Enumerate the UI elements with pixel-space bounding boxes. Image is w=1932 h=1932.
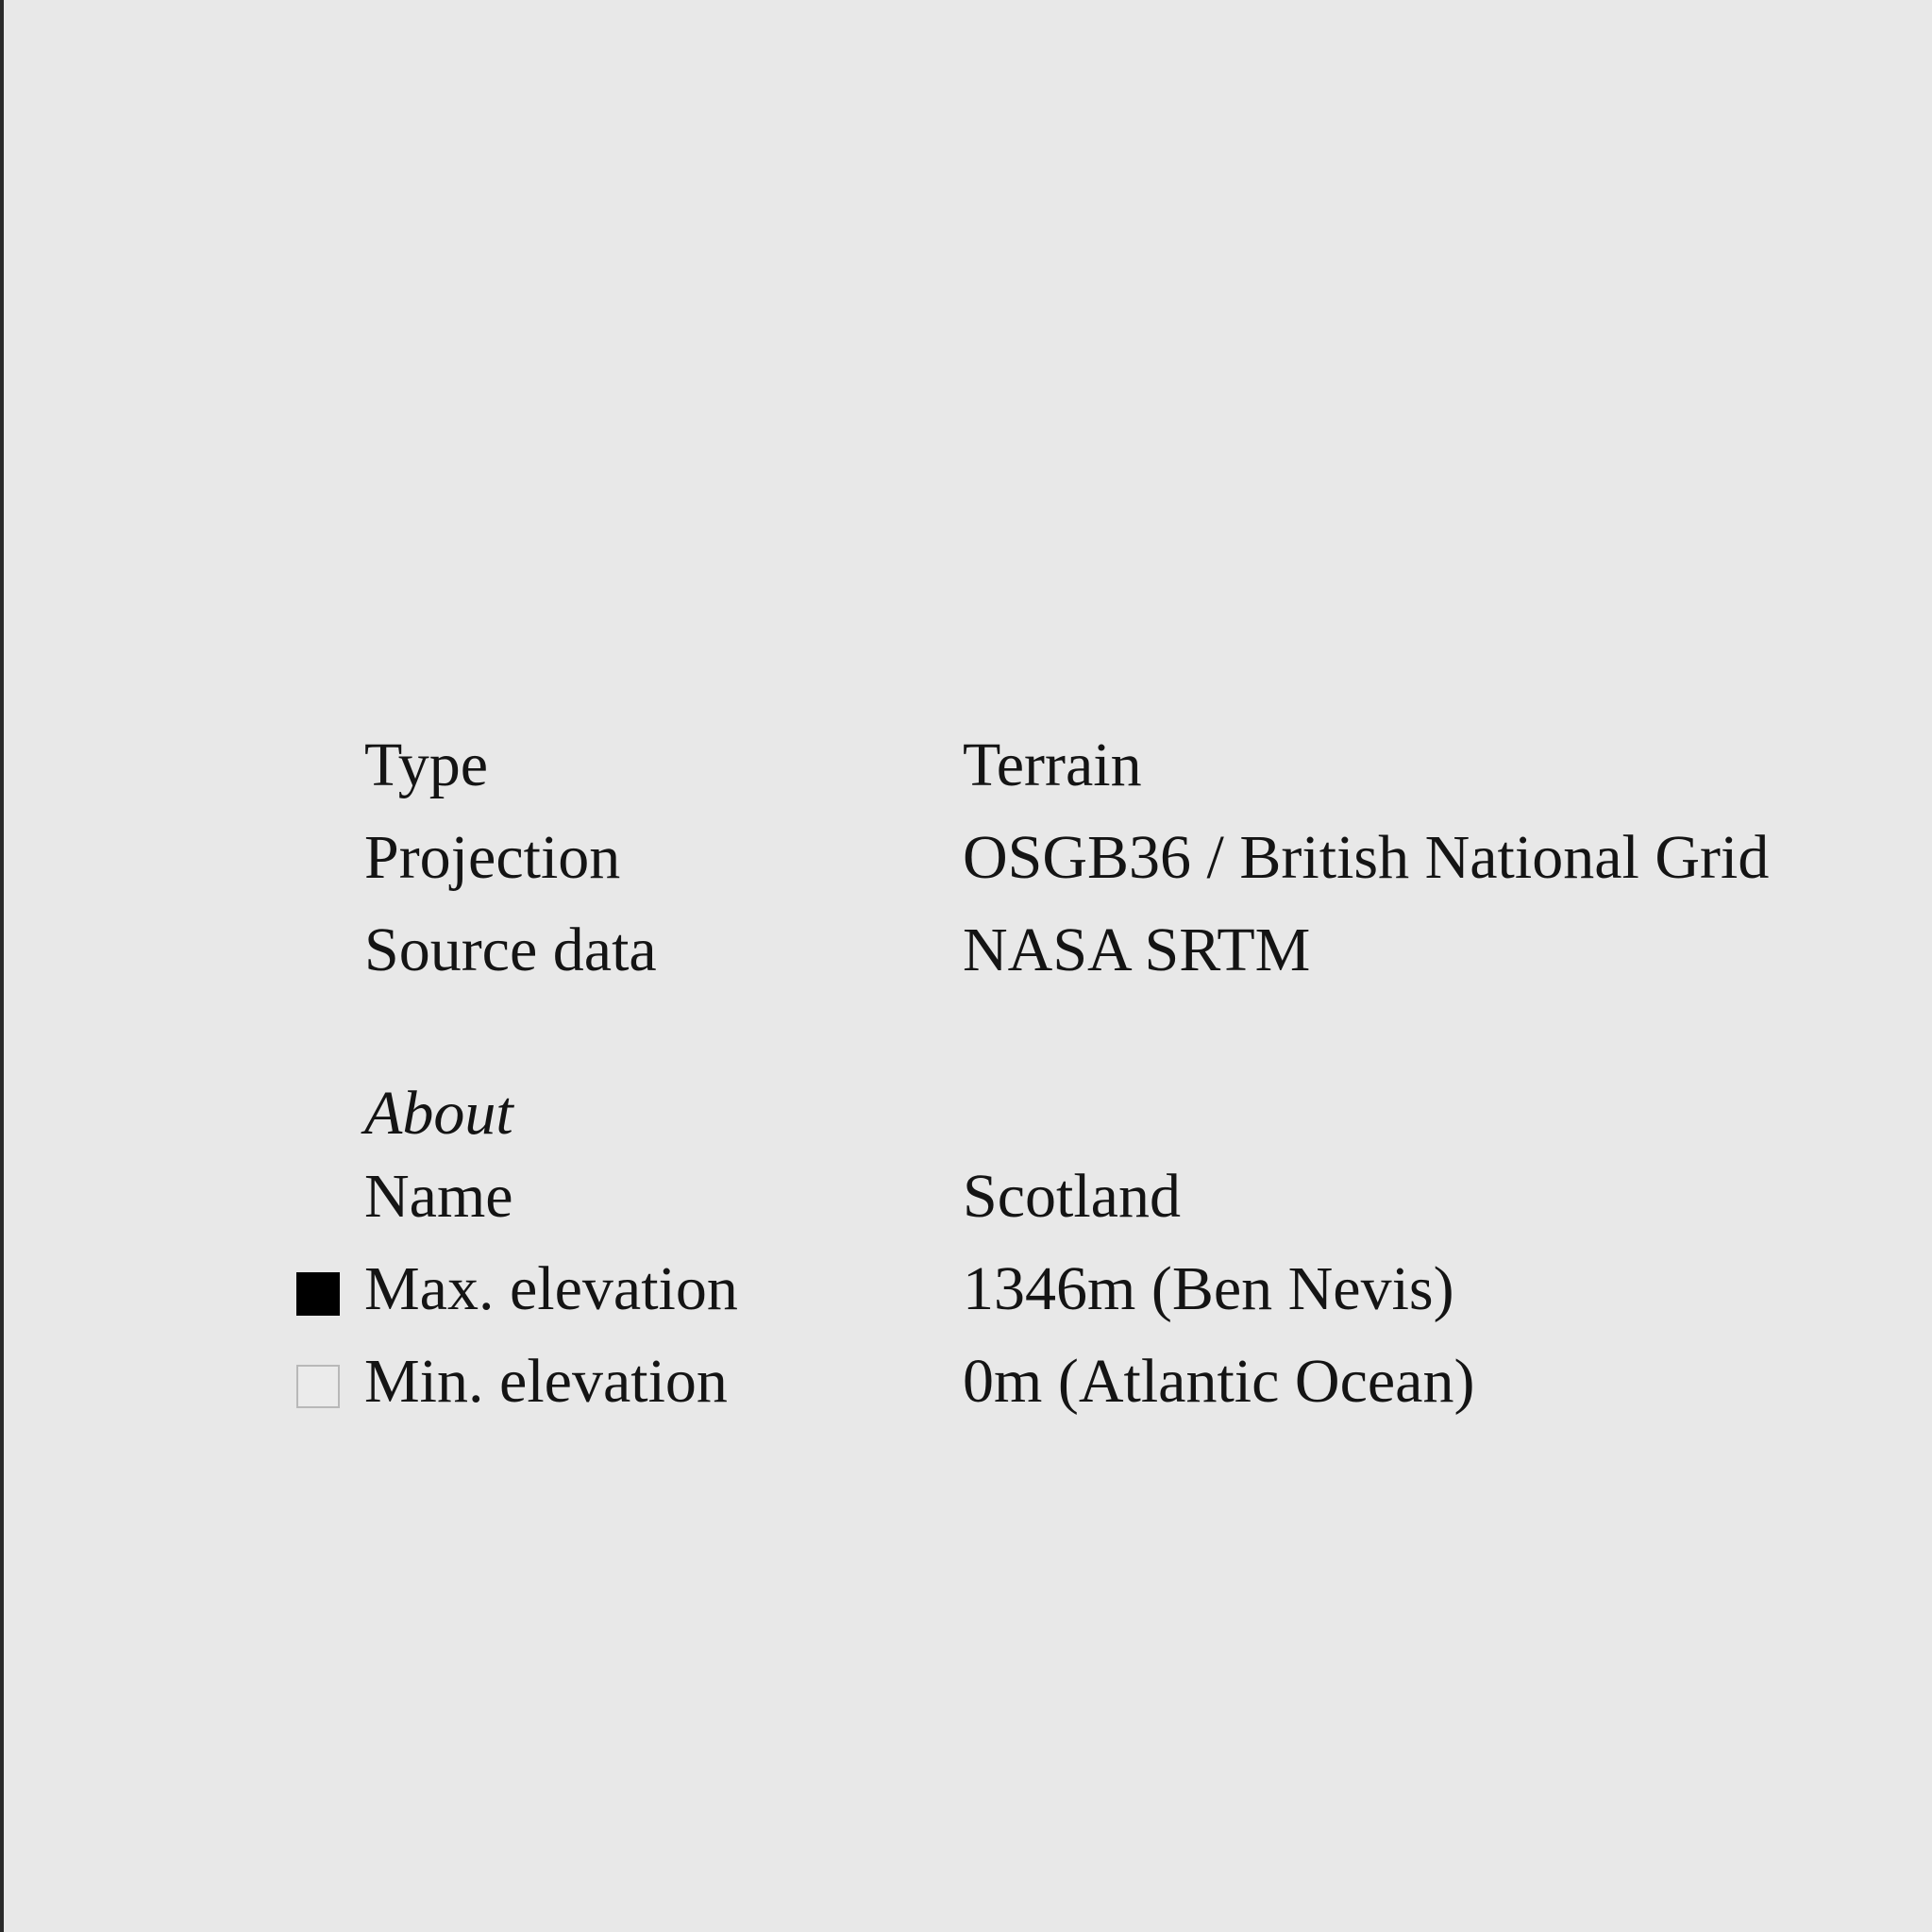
spec-value: Terrain: [963, 731, 1142, 799]
spec-row-type: [0, 728, 1932, 803]
about-row-name: [0, 1159, 1932, 1235]
spec-label: Projection: [364, 823, 621, 892]
about-value: 0m (Atlantic Ocean): [963, 1347, 1475, 1416]
about-row-min-elevation: [0, 1344, 1932, 1420]
about-label: Min. elevation: [364, 1347, 728, 1416]
spec-row-projection: [0, 820, 1932, 896]
about-label: Max. elevation: [364, 1254, 738, 1323]
about-heading: About: [364, 1079, 513, 1148]
max-elevation-swatch-icon: [296, 1272, 340, 1316]
spec-label: Source data: [364, 916, 657, 984]
about-heading-row: [0, 1076, 1932, 1151]
spec-value: NASA SRTM: [963, 916, 1311, 984]
min-elevation-swatch-icon: [296, 1365, 340, 1408]
about-label: Name: [364, 1162, 513, 1231]
about-value: Scotland: [963, 1162, 1181, 1231]
spec-row-source-data: [0, 913, 1932, 988]
spec-value: OSGB36 / British National Grid: [963, 823, 1770, 892]
spec-label: Type: [364, 731, 489, 799]
about-value: 1346m (Ben Nevis): [963, 1254, 1454, 1323]
about-row-max-elevation: [0, 1252, 1932, 1327]
